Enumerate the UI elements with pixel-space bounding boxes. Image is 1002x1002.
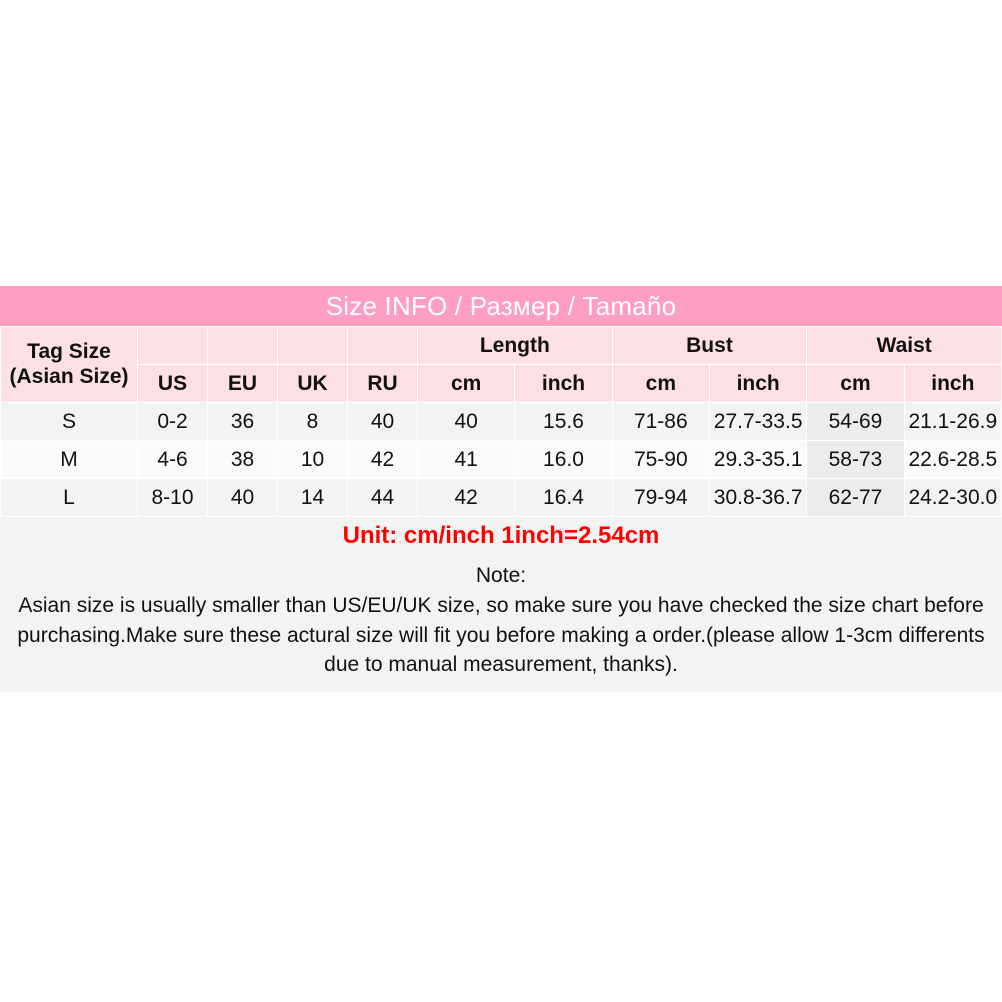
cell-us: 8-10: [138, 479, 208, 517]
cell-tag: M: [1, 441, 138, 479]
cell-eu: 38: [208, 441, 278, 479]
table-subheader-row: [1, 365, 1002, 403]
subheader-waist-inch: inch: [904, 365, 1001, 403]
cell-bust-cm: 71-86: [612, 403, 709, 441]
cell-waist-cm: 62-77: [807, 479, 904, 517]
cell-bust-inch: 27.7-33.5: [709, 403, 806, 441]
cell-eu: 36: [208, 403, 278, 441]
subheader-bust-inch: inch: [709, 365, 806, 403]
subheader-us: US: [138, 365, 208, 403]
cell-us: 4-6: [138, 441, 208, 479]
subheader-length-cm: cm: [418, 365, 515, 403]
table-row: [1, 403, 1002, 441]
header-waist: Waist: [807, 327, 1002, 365]
cell-bust-cm: 75-90: [612, 441, 709, 479]
unit-note: Unit: cm/inch 1inch=2.54cm: [0, 517, 1002, 555]
cell-length-cm: 41: [418, 441, 515, 479]
cell-bust-cm: 79-94: [612, 479, 709, 517]
cell-length-cm: 42: [418, 479, 515, 517]
header-blank-eu: [208, 327, 278, 365]
cell-length-cm: 40: [418, 403, 515, 441]
cell-waist-cm: 54-69: [807, 403, 904, 441]
subheader-uk: UK: [278, 365, 348, 403]
cell-us: 0-2: [138, 403, 208, 441]
cell-length-inch: 16.4: [515, 479, 612, 517]
header-bust: Bust: [612, 327, 807, 365]
note-text: Asian size is usually smaller than US/EU/UK size, so make sure you have checked the size chart before purchasing.Make sure these actural size will fit you before making a order.(please allow 1-3cm differents due to manual measurement, thanks).: [17, 593, 985, 677]
size-chart: [0, 286, 1002, 692]
size-chart-title: Size INFO / Размер / Tamaño: [0, 286, 1002, 326]
header-length: Length: [418, 327, 613, 365]
cell-ru: 44: [348, 479, 418, 517]
cell-bust-inch: 30.8-36.7: [709, 479, 806, 517]
cell-length-inch: 15.6: [515, 403, 612, 441]
cell-length-inch: 16.0: [515, 441, 612, 479]
table-row: [1, 479, 1002, 517]
cell-tag: S: [1, 403, 138, 441]
note-label: Note:: [475, 564, 527, 587]
header-tag-size: Tag Size (Asian Size): [1, 327, 138, 403]
size-table: [0, 326, 1002, 517]
cell-waist-inch: 21.1-26.9: [904, 403, 1001, 441]
subheader-bust-cm: cm: [612, 365, 709, 403]
table-row: [1, 441, 1002, 479]
header-blank-us: [138, 327, 208, 365]
cell-waist-inch: 24.2-30.0: [904, 479, 1001, 517]
table-header-group-row: [1, 327, 1002, 365]
note-box: [0, 555, 1002, 692]
cell-ru: 40: [348, 403, 418, 441]
header-blank-ru: [348, 327, 418, 365]
subheader-eu: EU: [208, 365, 278, 403]
cell-uk: 10: [278, 441, 348, 479]
cell-ru: 42: [348, 441, 418, 479]
subheader-length-inch: inch: [515, 365, 612, 403]
cell-bust-inch: 29.3-35.1: [709, 441, 806, 479]
subheader-ru: RU: [348, 365, 418, 403]
cell-eu: 40: [208, 479, 278, 517]
cell-uk: 8: [278, 403, 348, 441]
cell-tag: L: [1, 479, 138, 517]
cell-uk: 14: [278, 479, 348, 517]
cell-waist-inch: 22.6-28.5: [904, 441, 1001, 479]
cell-waist-cm: 58-73: [807, 441, 904, 479]
header-blank-uk: [278, 327, 348, 365]
subheader-waist-cm: cm: [807, 365, 904, 403]
